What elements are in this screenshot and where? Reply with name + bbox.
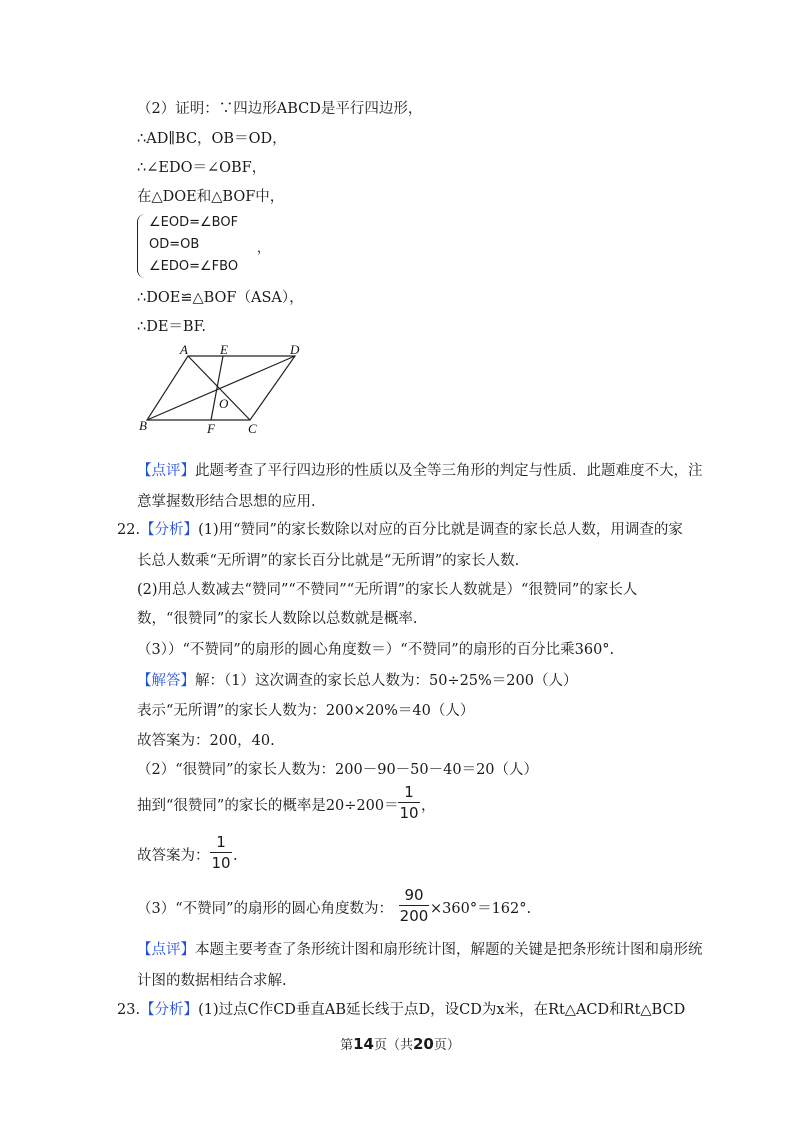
- proof-line-4: 在△DOE和△BOF中，: [137, 189, 285, 205]
- left-brace: [137, 214, 148, 278]
- proof-line-3: ∴∠EDO＝∠OBF，: [137, 160, 267, 176]
- fraction-denominator: 10: [211, 854, 231, 872]
- system-row-2: OD=OB: [149, 237, 200, 252]
- fraction-numerator: 90: [404, 886, 424, 904]
- fraction-bar: [399, 905, 429, 906]
- review-21-text-1: 此题考查了平行四边形的性质以及全等三角形的判定与性质．此题难度不大，注: [195, 463, 703, 479]
- review-tag: 【点评】: [137, 463, 195, 479]
- q23-analysis-text-1: (1)过点C作CD垂直AB延长线于点D，设CD为x米，在Rt△ACD和Rt△BCD: [198, 1002, 686, 1018]
- parallelogram-figure: [135, 338, 315, 438]
- review-tag: 【点评】: [137, 942, 195, 958]
- q22-solution-line-4: （2）“很赞同”的家长人数为：200－90－50－40＝20（人）: [137, 762, 539, 778]
- label-b: B: [139, 418, 147, 433]
- q22-analysis-line-2: 长总人数乘“无所谓”的家长百分比就是“无所谓”的家长人数.: [137, 553, 520, 569]
- footer-suffix: 页）: [433, 1038, 460, 1053]
- label-f: F: [207, 421, 215, 436]
- system-row-1: ∠EOD=∠BOF: [149, 215, 239, 230]
- fraction-one-tenth: [398, 783, 420, 822]
- review-21-line-2: 意掌握数形结合思想的应用.: [137, 494, 316, 510]
- q22-solution-1: 解：（1）这次调查的家长总人数为：50÷25%＝200（人）: [195, 673, 578, 689]
- label-e: E: [220, 342, 228, 357]
- q22-analysis-text-1: (1)用“赞同”的家长数除以对应的百分比就是调查的家长总人数，用调查的家: [198, 522, 683, 538]
- current-page-number: 14: [353, 1035, 374, 1053]
- fraction-numerator: 1: [216, 833, 226, 851]
- q22-review-text-1: 本题主要考查了条形统计图和扇形统计图，解题的关键是把条形统计图和扇形统: [195, 942, 703, 958]
- system-comma: ，: [257, 241, 271, 256]
- fraction-90-over-200: [399, 886, 429, 925]
- system-row-3: ∠EDO=∠FBO: [149, 259, 239, 274]
- equation-system: [137, 212, 287, 280]
- label-c: C: [248, 421, 257, 436]
- q22-answer-line-1: [137, 671, 577, 691]
- proof-line-6: ∴DE＝BF.: [137, 319, 207, 335]
- proof-line-5: ∴DOE≌△BOF（ASA），: [137, 290, 304, 306]
- fraction-numerator: 1: [404, 783, 414, 801]
- analysis-tag: 【分析】: [140, 522, 199, 538]
- q23-number: 23.: [117, 1002, 141, 1018]
- q22-solution-line-7: （3）“不赞同”的扇形的圆心角度数为：: [137, 901, 394, 917]
- label-o: O: [219, 396, 229, 411]
- q22-analysis-line-3: (2)用总人数减去“赞同”“不赞同”“无所谓”的家长人数就是）“很赞同”的家长人: [137, 582, 638, 598]
- label-a: A: [180, 342, 188, 357]
- q22-analysis-line-4: 数，“很赞同”的家长人数除以总数就是概率.: [137, 611, 418, 627]
- q23-analysis-line-1: [117, 1000, 685, 1020]
- q22-solution-7-result: ×360°＝162°.: [430, 901, 532, 917]
- fraction-bar: [210, 852, 232, 853]
- page-footer: [0, 1034, 800, 1053]
- q22-number: 22.: [117, 522, 141, 538]
- q22-solution-line-6: 故答案为：: [137, 848, 210, 864]
- analysis-tag: 【分析】: [140, 1002, 199, 1018]
- q22-analysis-line-5: （3））“不赞同”的扇形的圆心角度数＝）“不赞同”的扇形的百分比乘360°.: [137, 642, 615, 658]
- answer-tag: 【解答】: [137, 673, 195, 689]
- q22-review-line-1: [137, 940, 703, 960]
- q22-solution-6-period: .: [233, 848, 238, 864]
- proof-line-2: ∴AD∥BC，OB＝OD，: [137, 131, 287, 147]
- fraction-denominator: 10: [399, 804, 419, 822]
- footer-prefix: 第: [340, 1038, 354, 1053]
- footer-middle: 页（共: [373, 1038, 413, 1053]
- fraction-bar: [398, 802, 420, 803]
- q22-solution-5-comma: ，: [421, 798, 436, 814]
- fraction-one-tenth-answer: [210, 833, 232, 872]
- label-d: D: [290, 342, 300, 357]
- q22-solution-line-5: 抽到“很赞同”的家长的概率是20÷200＝: [137, 798, 399, 814]
- q22-analysis-line-1: [117, 520, 683, 540]
- total-page-number: 20: [413, 1035, 434, 1053]
- q22-solution-line-2: 表示“无所谓”的家长人数为：200×20%＝40（人）: [137, 703, 475, 719]
- q22-review-line-2: 计图的数据相结合求解.: [137, 973, 287, 989]
- fraction-denominator: 200: [399, 907, 429, 925]
- proof-line-1: （2）证明：∵四边形ABCD是平行四边形，: [137, 101, 423, 117]
- review-21-line-1: [137, 461, 703, 481]
- q22-solution-line-3: 故答案为：200，40.: [137, 733, 275, 749]
